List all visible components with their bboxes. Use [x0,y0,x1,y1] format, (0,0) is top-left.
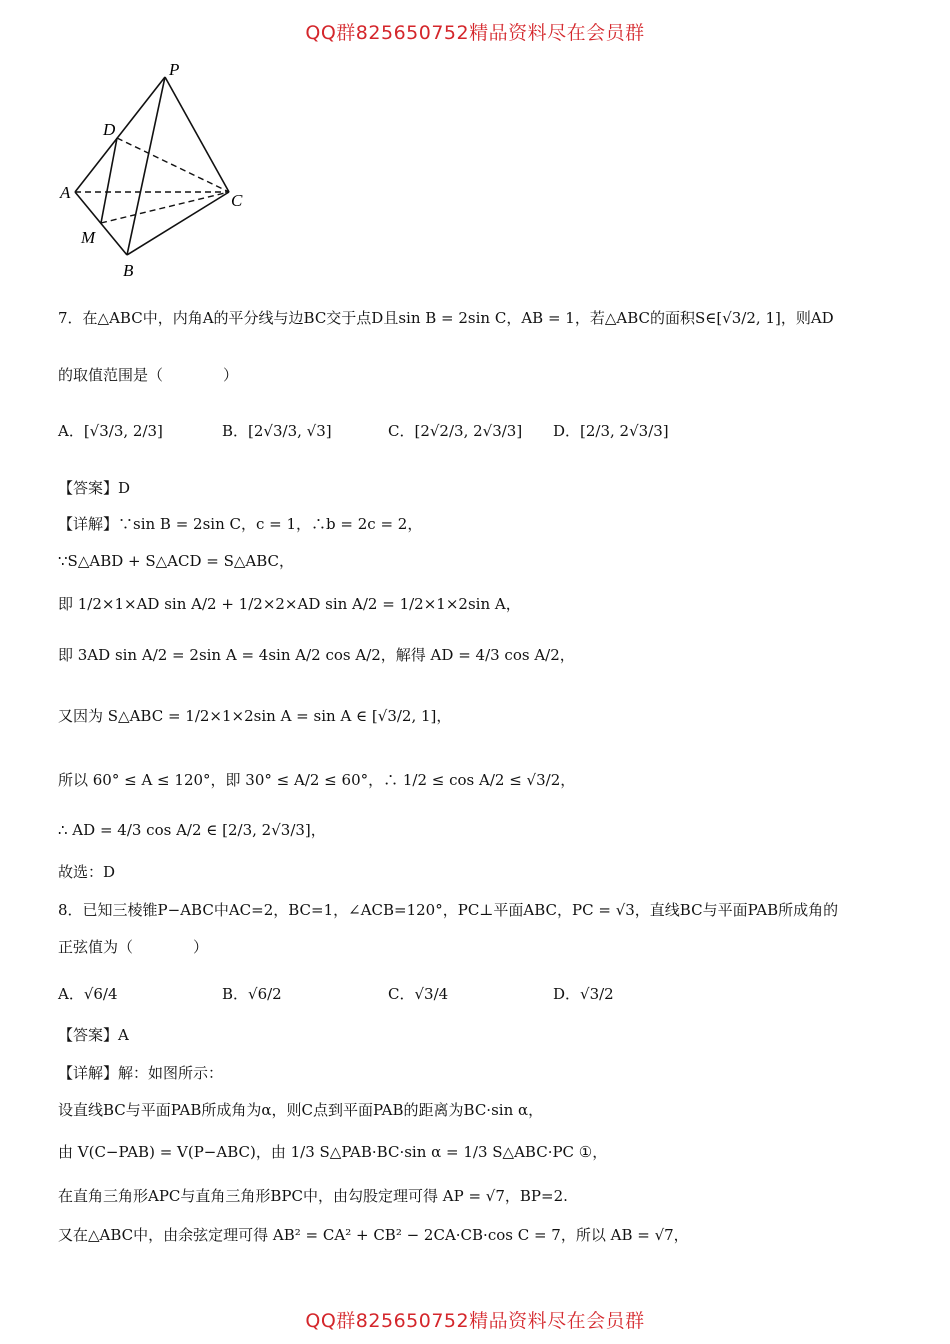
q8-answer: 【答案】A [58,1026,129,1044]
q7-option-a: A．[√3/3, 2/3] [58,422,163,440]
label-P: P [169,60,180,79]
q7-stem-line1: 7．在△ABC中，内角A的平分线与边BC交于点D且sin B = 2sin C，AB = 1，若△ABC的面积S∈[√3/2, 1]，则AD [58,309,834,327]
top-banner: QQ群825650752精品资料尽在会员群 [305,22,645,44]
q7-step-3: 即 1/2×1×AD sin A/2 + 1/2×2×AD sin A/2 = 1/2×1×2sin A， [58,595,521,613]
q7-option-c: C．[2√2/3, 2√3/3] [388,422,523,440]
q8-step-4: 在直角三角形APC与直角三角形BPC中，由勾股定理可得 AP = √7，BP=2. [58,1187,568,1205]
q7-stem-line2: 的取值范围是（ ） [58,366,239,384]
q7-step-8: 故选：D [58,863,116,881]
q8-option-a: A．√6/4 [58,985,118,1003]
q7-option-d: D．[2/3, 2√3/3] [553,422,669,440]
q8-step-3: 由 V(C−PAB) = V(P−ABC)，由 1/3 S△PAB·BC·sin α = 1/3 S△ABC·PC ①， [58,1143,608,1161]
q8-stem-line1: 8．已知三棱锥P−ABC中AC=2，BC=1，∠ACB=120°，PC⊥平面ABC，PC = √3，直线BC与平面PAB所成角的 [58,901,839,919]
q8-option-c: C．√3/4 [388,985,449,1003]
label-M: M [81,228,96,247]
q8-step-5: 又在△ABC中，由余弦定理可得 AB² = CA² + CB² − 2CA·CB·cos C = 7，所以 AB = √7， [58,1226,689,1244]
edge-PA [75,77,165,192]
q7-step-2: ∵S△ABD + S△ACD = S△ABC， [58,552,295,570]
edge-PC [165,77,229,192]
q7-step-6: 所以 60° ≤ A ≤ 120°，即 30° ≤ A/2 ≤ 60°，∴ 1/2 ≤ cos A/2 ≤ √3/2， [58,771,576,789]
q8-option-d: D．√3/2 [553,985,614,1003]
q7-step-1: 【详解】∵sin B = 2sin C，c = 1，∴b = 2c = 2， [58,515,423,533]
q7-option-b: B．[2√3/3, √3] [222,422,332,440]
q8-step-1: 【详解】解：如图所示： [58,1064,224,1082]
pyramid-figure [55,55,265,285]
q8-stem-line2: 正弦值为（ ） [58,938,209,956]
label-C: C [231,191,243,210]
segment-MC-dashed [101,192,229,223]
q8-step-2: 设直线BC与平面PAB所成角为α，则C点到平面PAB的距离为BC·sin α， [58,1101,544,1119]
label-B: B [123,261,134,280]
q7-step-7: ∴ AD = 4/3 cos A/2 ∈ [2/3, 2√3/3]， [58,821,326,839]
q7-step-4: 即 3AD sin A/2 = 2sin A = 4sin A/2 cos A/2，解得 AD = 4/3 cos A/2， [58,646,575,664]
q7-step-5: 又因为 S△ABC = 1/2×1×2sin A = sin A ∈ [√3/2, 1]， [58,707,452,725]
label-A: A [60,183,71,202]
q7-answer: 【答案】D [58,479,131,497]
label-D: D [103,120,116,139]
edge-PB [127,77,165,255]
edge-BC [127,192,229,255]
segment-DM [101,138,117,223]
q8-option-b: B．√6/2 [222,985,282,1003]
bottom-banner: QQ群825650752精品资料尽在会员群 [305,1310,645,1332]
segment-DC-dashed [117,138,229,192]
